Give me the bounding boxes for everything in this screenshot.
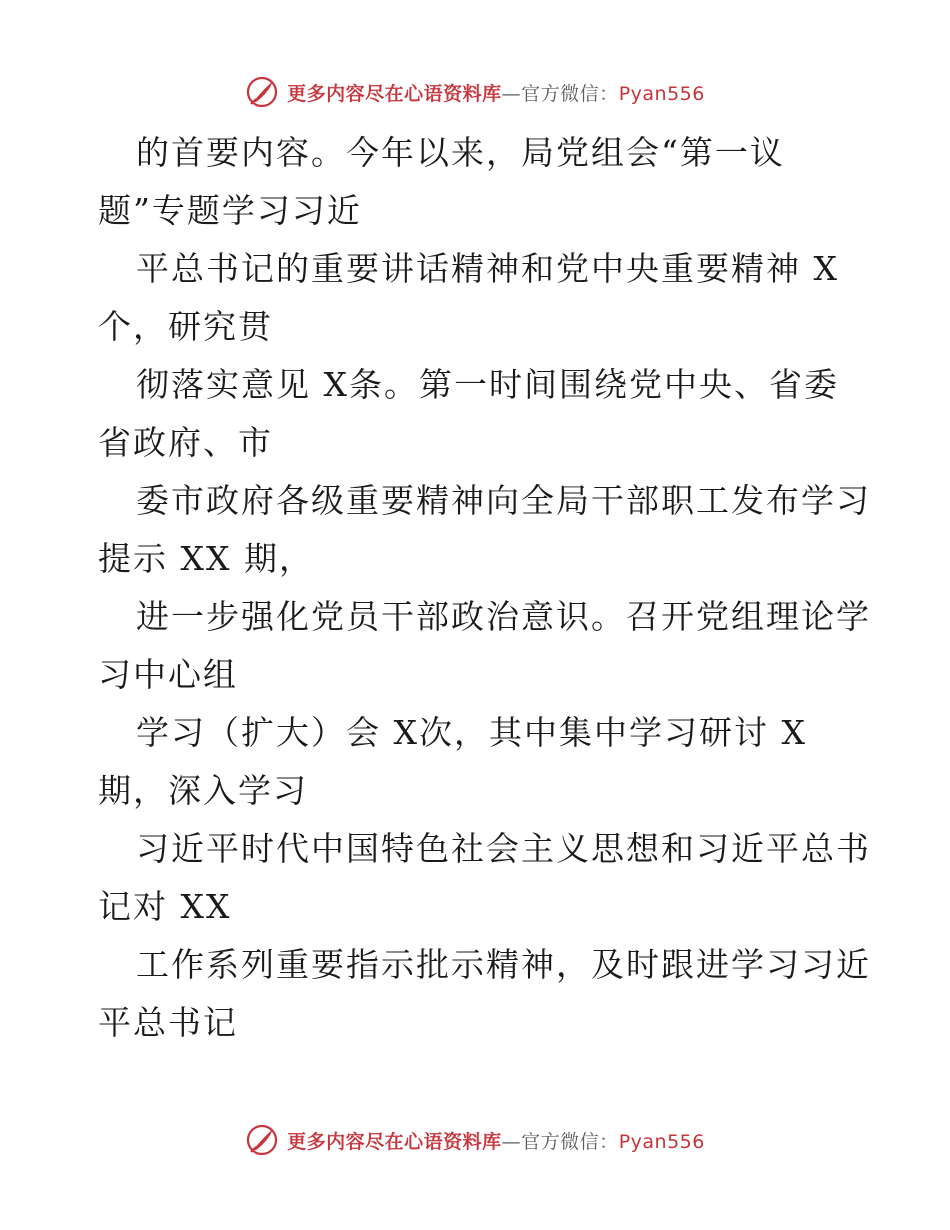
text-line: 习中心组 — [98, 655, 238, 694]
document-body — [98, 124, 888, 1052]
text-line: 平总书记的重要讲话精神和党中央重要精神 X — [136, 249, 839, 288]
watermark-wechat-id: Pyan556 — [618, 82, 705, 105]
text-line: 的首要内容。今年以来，局党组会“第一议 — [136, 133, 785, 172]
text-line: 工作系列重要指示批示精神，及时跟进学习习近 — [136, 945, 871, 984]
text-line: 进一步强化党员干部政治意识。召开党组理论学 — [136, 597, 871, 636]
quill-logo-icon — [245, 1123, 279, 1157]
watermark-text — [287, 1127, 705, 1154]
watermark-dash: — — [501, 1130, 522, 1153]
text-line: 记对 XX — [98, 887, 232, 926]
watermark-text — [287, 79, 705, 106]
footer-watermark — [0, 1120, 950, 1160]
text-line: 学习（扩大）会 X次，其中集中学习研讨 X — [136, 713, 807, 752]
watermark-wechat-label: 官方微信： — [521, 1130, 619, 1153]
text-line: 委市政府各级重要精神向全局干部职工发布学习 — [136, 481, 871, 520]
text-line: 个，研究贯 — [98, 307, 273, 346]
text-line: 省政府、市 — [98, 423, 273, 462]
text-line: 平总书记 — [98, 1003, 238, 1042]
text-line: 提示 XX 期， — [98, 539, 314, 578]
quill-logo-icon — [245, 75, 279, 109]
text-line: 习近平时代中国特色社会主义思想和习近平总书 — [136, 829, 871, 868]
watermark-wechat-id: Pyan556 — [618, 1130, 705, 1153]
header-watermark — [0, 72, 950, 112]
watermark-site-name: 更多内容尽在心语资料库 — [287, 1130, 502, 1153]
text-line: 彻落实意见 X条。第一时间围绕党中央、省委 — [136, 365, 839, 404]
watermark-site-name: 更多内容尽在心语资料库 — [287, 82, 502, 105]
text-line: 题”专题学习习近 — [98, 191, 362, 230]
watermark-dash: — — [501, 82, 522, 105]
text-line: 期，深入学习 — [98, 771, 308, 810]
watermark-wechat-label: 官方微信： — [521, 82, 619, 105]
